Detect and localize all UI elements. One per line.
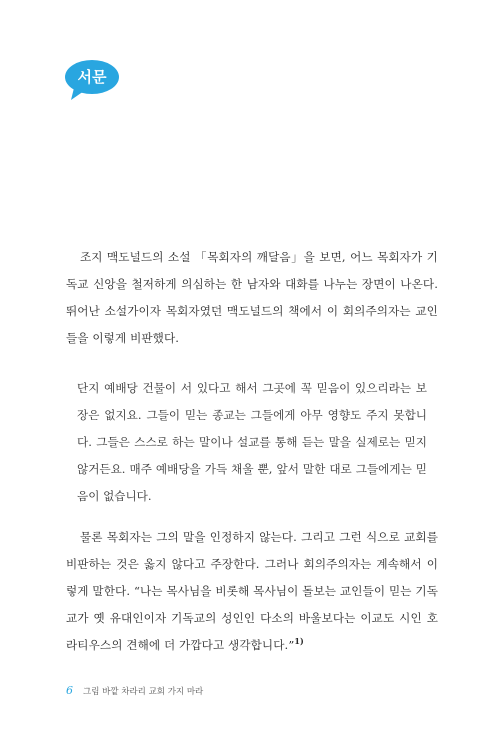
footnote-reference: 1) <box>294 636 304 647</box>
paragraph-text: 조지 맥도널드의 소설 <box>80 250 195 264</box>
running-title: 그림 바깥 차라리 교회 가지 마라 <box>83 687 204 697</box>
paragraph-text: 을 보면, 어느 목회자가 기독교 신앙을 철저하게 의심하는 한 남자와 대화를 나누는 장면이 나온다. 뛰어난 소설가이자 목회자였던 맥도널드의 책에서 이 회의주의자는 교인들을 이렇게 비판했다. <box>66 250 438 345</box>
section-label: 서문 <box>77 68 107 86</box>
quote-text: 단지 예배당 건물이 서 있다고 해서 그곳에 꼭 믿음이 있으리라는 보장은 없지요. 그들이 믿는 종교는 그들에게 아무 영향도 주지 못합니다. 그들은 스스로 하는 말이나 설교를 통해 듣는 말을 실제로는 믿지 않거든요. 매주 예배당을 가득 채울 뿐, 앞서 말한 대로 그들에게는 믿음이 없습니다. <box>77 381 427 503</box>
block-quote <box>77 375 427 510</box>
page-footer <box>66 684 203 697</box>
section-badge <box>64 60 120 100</box>
second-paragraph <box>66 524 438 659</box>
paragraph-text: 물론 목회자는 그의 말을 인정하지 않는다. 그리고 그런 식으로 교회를 비판하는 것은 옳지 않다고 주장한다. 그러나 회의주의자는 계속해서 이렇게 말한다. “나는 목사님을 비롯해 목사님이 돌보는 교인들이 믿는 기독교가 옛 유대인이자 기독교의 성인인 다소의 바울보다는 이교도 시인 호라티우스의 견해에 더 가깝다고 생각합니다.” <box>66 530 438 652</box>
page-number: 6 <box>66 684 73 697</box>
book-title: 「목회자의 깨달음」 <box>194 250 304 264</box>
intro-paragraph <box>66 244 438 352</box>
